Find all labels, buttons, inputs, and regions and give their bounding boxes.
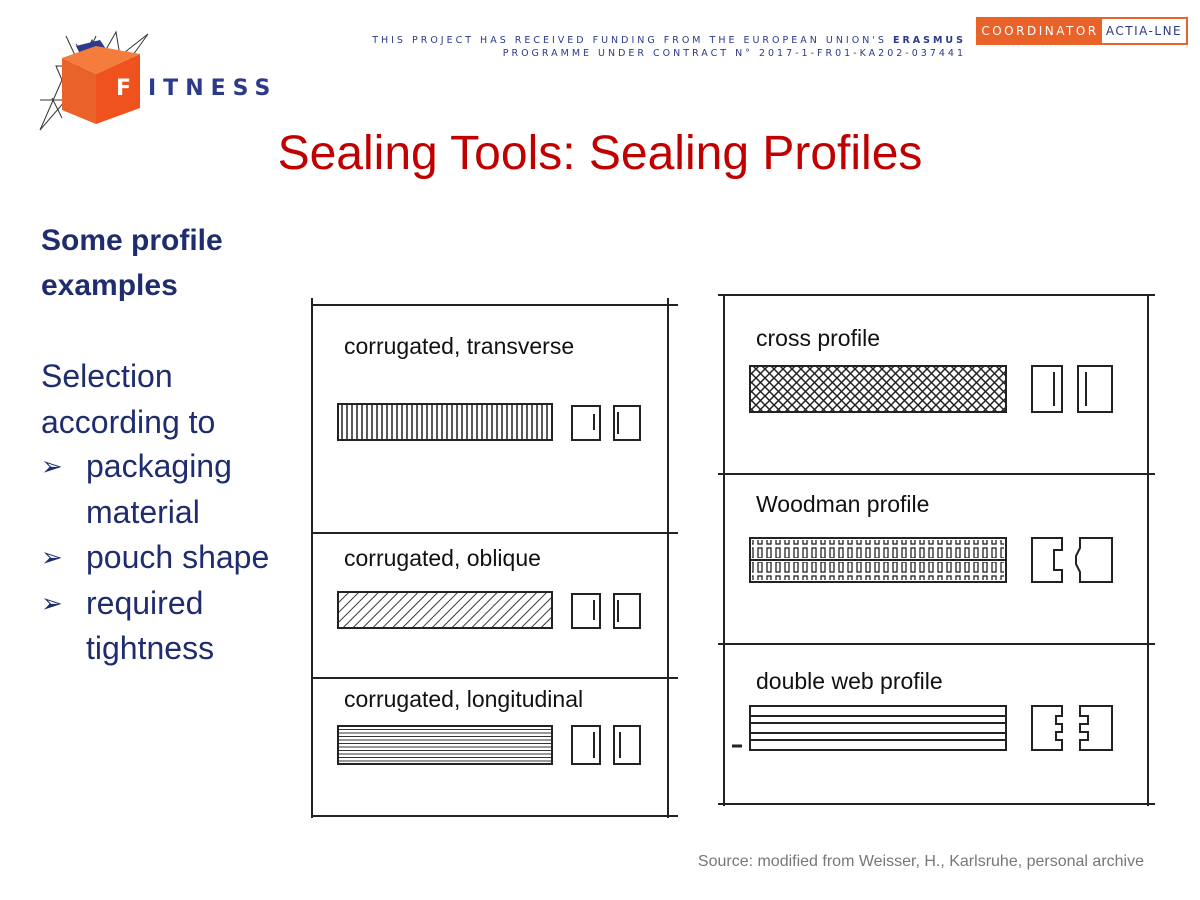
selection-intro: Selection according to [41, 358, 216, 440]
double-web-profile-section [1032, 706, 1112, 750]
label-double-web-profile: double web profile [756, 668, 943, 694]
coordinator-label: COORDINATOR [978, 19, 1102, 43]
label-cross-profile: cross profile [756, 325, 880, 351]
double-web-profile-bar [750, 706, 1006, 750]
longitudinal-cross-section [572, 726, 640, 764]
oblique-profile-bar [338, 592, 552, 628]
arrow-bullet-icon: ➢ [41, 451, 63, 481]
arrow-bullet-icon: ➢ [41, 587, 63, 618]
label-corrugated-transverse: corrugated, transverse [344, 333, 575, 359]
longitudinal-profile-bar [338, 726, 552, 764]
logo-wordmark: ITNESS [148, 76, 278, 101]
slide-title: Sealing Tools: Sealing Profiles [277, 127, 923, 180]
woodman-profile-section [1032, 538, 1112, 582]
oblique-cross-section [572, 594, 640, 628]
left-heading: Some profile examples [41, 224, 223, 302]
transverse-cross-section [572, 406, 640, 440]
funding-line2: PROGRAMME UNDER CONTRACT N° 2017-1-FR01-KA202-037441 [502, 48, 966, 59]
funding-erasmus: ERASMUS [892, 35, 966, 46]
bullet-item: ➢ packaging material [41, 444, 291, 535]
logo-letter-f: F [116, 76, 132, 101]
coordinator-name: ACTIA-LNE [1105, 24, 1183, 38]
label-corrugated-longitudinal: corrugated, longitudinal [344, 686, 584, 712]
bullet-item: ➢ pouch shape [41, 535, 291, 581]
source-citation: Source: modified from Weisser, H., Karlsruhe, personal archive [697, 853, 1144, 870]
label-woodman-profile: Woodman profile [756, 491, 930, 517]
bullet-item: ➢ required tightness [41, 581, 291, 672]
cross-profile-section [1032, 366, 1112, 412]
label-corrugated-oblique: corrugated, oblique [344, 545, 541, 571]
transverse-profile-bar [338, 404, 552, 440]
cross-profile-bar [750, 366, 1006, 412]
funding-line1: THIS PROJECT HAS RECEIVED FUNDING FROM THE EUROPEAN UNION'S [372, 35, 893, 46]
arrow-bullet-icon: ➢ [41, 542, 63, 572]
